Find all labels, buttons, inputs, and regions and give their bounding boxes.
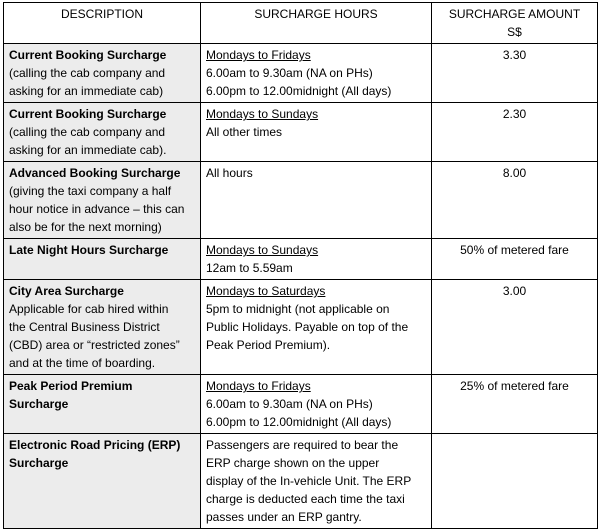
surcharge-table (3, 2, 598, 529)
amount-cell: 50% of metered fare (432, 239, 598, 280)
hours-cell (201, 162, 432, 239)
surcharge-title: Current Booking Surcharge (9, 107, 167, 121)
hours-line: Passengers are required to bear the (206, 438, 399, 452)
hours-days: Mondays to Sundays (206, 107, 319, 121)
amount-cell: 2.30 (432, 103, 598, 162)
amount-cell: 8.00 (432, 162, 598, 239)
surcharge-table-container (3, 2, 598, 529)
description-cell (4, 375, 201, 434)
surcharge-title: Current Booking Surcharge (9, 48, 167, 62)
description-line: asking for an immediate cab). (9, 143, 167, 157)
hours-cell (201, 44, 432, 103)
description-line: also be for the next morning) (9, 220, 162, 234)
hours-days: Mondays to Sundays (206, 243, 319, 257)
surcharge-title: City Area Surcharge (9, 284, 124, 298)
amount-cell: 3.30 (432, 44, 598, 103)
table-row (4, 162, 598, 239)
hours-line: charge is deducted each time the taxi (206, 492, 405, 506)
description-line: the Central Business District (9, 320, 160, 334)
hours-line: All other times (206, 125, 283, 139)
hours-cell (201, 103, 432, 162)
description-line: Applicable for cab hired within (9, 302, 169, 316)
hours-cell (201, 239, 432, 280)
description-line: (calling the cab company and (9, 66, 166, 80)
description-line: and at the time of boarding. (9, 356, 156, 370)
hours-days: Mondays to Saturdays (206, 284, 326, 298)
table-row (4, 375, 598, 434)
amount-cell: 25% of metered fare (432, 375, 598, 434)
hours-cell (201, 434, 432, 529)
description-line: (calling the cab company and (9, 125, 166, 139)
table-row (4, 239, 598, 280)
description-line: hour notice in advance – this can (9, 202, 185, 216)
hours-line: 6.00pm to 12.00midnight (All days) (206, 415, 392, 429)
amount-cell: 3.00 (432, 280, 598, 375)
surcharge-title: Advanced Booking Surcharge (9, 166, 181, 180)
description-line: asking for an immediate cab) (9, 84, 164, 98)
description-line: (giving the taxi company a half (9, 184, 172, 198)
description-cell (4, 44, 201, 103)
description-cell (4, 280, 201, 375)
surcharge-title: Late Night Hours Surcharge (9, 243, 169, 257)
description-cell (4, 239, 201, 280)
hours-line: ERP charge shown on the upper (206, 456, 380, 470)
hours-days: Mondays to Fridays (206, 379, 311, 393)
description-cell (4, 434, 201, 529)
hours-line: Public Holidays. Payable on top of the (206, 320, 409, 334)
table-row (4, 280, 598, 375)
table-row (4, 434, 598, 529)
hours-line: display of the In-vehicle Unit. The ERP (206, 474, 412, 488)
hours-line: All hours (206, 166, 253, 180)
hours-line: 12am to 5.59am (206, 261, 293, 275)
description-cell (4, 162, 201, 239)
hours-line: 6.00am to 9.30am (NA on PHs) (206, 66, 373, 80)
table-row (4, 44, 598, 103)
hours-line: passes under an ERP gantry. (206, 510, 362, 524)
hours-cell (201, 375, 432, 434)
hours-line: 5pm to midnight (not applicable on (206, 302, 390, 316)
hours-days: Mondays to Fridays (206, 48, 311, 62)
surcharge-title: Peak Period Premium Surcharge (9, 379, 133, 411)
hours-line: Peak Period Premium). (206, 338, 331, 352)
hours-line: 6.00pm to 12.00midnight (All days) (206, 84, 392, 98)
surcharge-title: Electronic Road Pricing (ERP) Surcharge (9, 438, 181, 470)
header-amount: SURCHARGE AMOUNT S$ (432, 3, 598, 44)
hours-line: 6.00am to 9.30am (NA on PHs) (206, 397, 373, 411)
header-hours: SURCHARGE HOURS (201, 3, 432, 44)
description-line: (CBD) area or “restricted zones” (9, 338, 180, 352)
hours-cell (201, 280, 432, 375)
table-body (4, 44, 598, 529)
description-cell (4, 103, 201, 162)
amount-cell (432, 434, 598, 529)
header-description: DESCRIPTION (4, 3, 201, 44)
table-row (4, 103, 598, 162)
header-row (4, 3, 598, 44)
